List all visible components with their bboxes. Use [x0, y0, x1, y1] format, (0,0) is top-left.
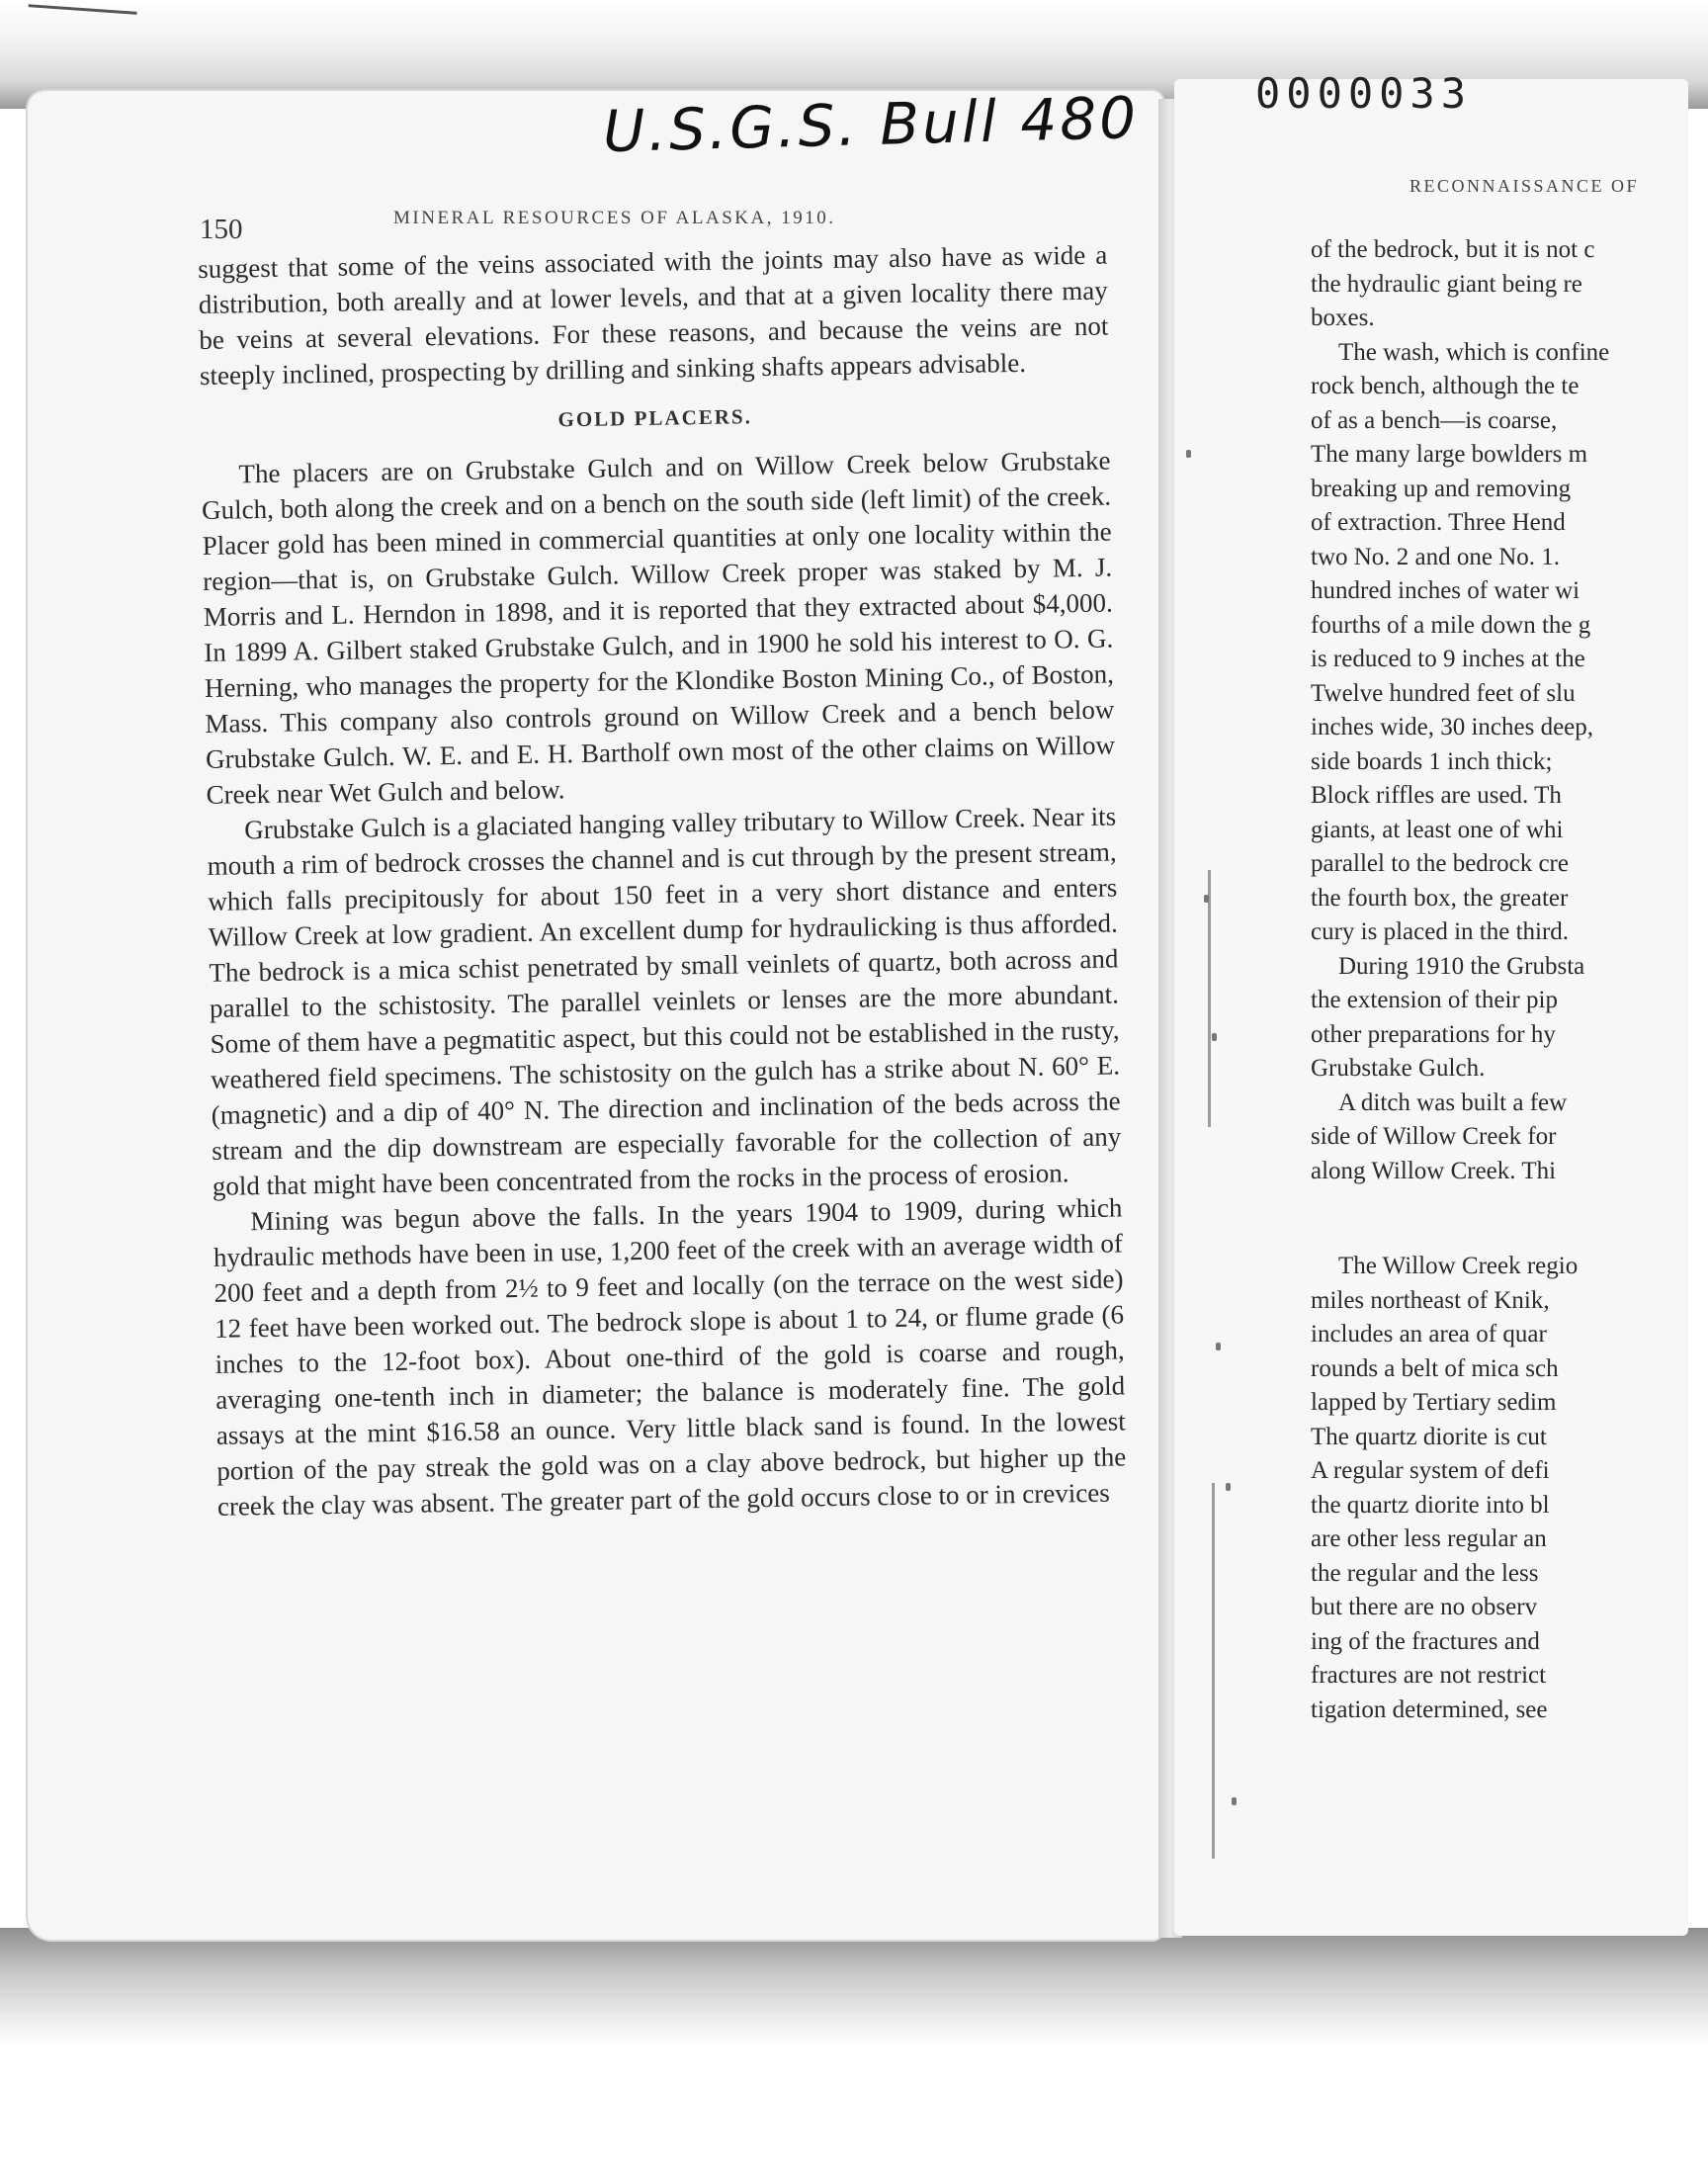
text-line: is reduced to 9 inches at the	[1311, 646, 1585, 672]
text-line: the extension of their pip	[1311, 987, 1558, 1013]
text-line: rock bench, although the te	[1311, 373, 1580, 399]
left-page-text	[198, 237, 1127, 1524]
text-line: the fourth box, the greater	[1311, 884, 1569, 912]
speck	[1226, 1483, 1231, 1491]
speck	[1186, 450, 1191, 458]
speck	[1204, 895, 1209, 903]
text-line: Block riffles are used. Th	[1311, 782, 1562, 809]
text-line: The quartz diorite is cut	[1311, 1423, 1547, 1450]
text-line: tigation determined, see	[1311, 1696, 1548, 1723]
text-line: of as a bench—is coarse,	[1311, 406, 1558, 434]
paragraph: Grubstake Gulch is a glaciated hanging valley tributary to Willow Creek. Near its mouth a rim of bedrock crosses the channel and is cut through by the present stream, which falls precipitously for about 150 feet in a very short distance and enters Willow Creek at low gradient. An excellent dump for hydraulicking is thus afforded. The bedrock is a mica schist penetrated by small veinlets of quartz, both across and parallel to the schistosity. The parallel veinlets or lenses are the more abundant. Some of them have a pegmatitic aspect, but this could not be established in the rusty, weathered field specimens. The schistosity on the gulch has a strike about N. 60° E. (magnetic) and a dip of 40° N. The direction and inclination of the beds across the stream and the dip downstream are especially favorable for the collection of any gold that might have been concentrated from the rocks in the process of erosion.	[207, 801, 1122, 1201]
intro-paragraph: suggest that some of the veins associated with the joints may also have as wide a distribution, both areally and at lower levels, and that at a given locality there may be veins at several elevations. For these reasons, and because the veins are not steeply inclined, prospecting by drilling and sinking shafts appears advisable.	[198, 239, 1109, 391]
text-line: side of Willow Creek for	[1311, 1123, 1557, 1150]
right-page-text	[1311, 233, 1706, 1727]
text-line: two No. 2 and one No. 1.	[1311, 543, 1561, 570]
text-line: parallel to the bedrock cre	[1311, 850, 1569, 877]
text-line: breaking up and removing	[1311, 475, 1572, 502]
text-line: miles northeast of Knik,	[1311, 1286, 1550, 1314]
text-line: hundred inches of water wi	[1311, 577, 1580, 604]
text-line: along Willow Creek. Thi	[1311, 1157, 1557, 1184]
speck	[1212, 1033, 1217, 1041]
text-line: giants, at least one of whi	[1311, 816, 1564, 843]
text-line: the regular and the less	[1311, 1559, 1539, 1587]
text-line: side boards 1 inch thick;	[1311, 747, 1553, 775]
text-line: boxes.	[1311, 304, 1375, 331]
text-line: fractures are not restrict	[1311, 1662, 1547, 1689]
binding-line	[1212, 1483, 1215, 1859]
text-line: ing of the fractures and	[1311, 1627, 1540, 1655]
running-head-right: RECONNAISSANCE OF	[1409, 176, 1640, 196]
text-line: Grubstake Gulch.	[1311, 1055, 1486, 1082]
text-line: Twelve hundred feet of slu	[1311, 679, 1576, 707]
text-line: The many large bowlders m	[1311, 441, 1588, 468]
paragraph: The placers are on Grubstake Gulch and on Willow Creek below Grubstake Gulch, both along the creek and on a bench on the south side (left limit) of the creek. Placer gold has been mined in commercial quantities at only one locality within the region—that is, on Grubstake Gulch. Willow Creek proper was staked by M. J. Morris and L. Herndon in 1898, and it is reported that they extracted about $4,000. In 1899 A. Gilbert staked Grubstake Gulch, and in 1900 he sold his interest to O. G. Herning, who manages the property for the Klondike Boston Mining Co., of Boston, Mass. This company also controls ground on Willow Creek and a bench below Grubstake Gulch. W. E. and E. H. Bartholf own most of the other claims on Willow Creek near Wet Gulch and below.	[201, 445, 1116, 810]
paragraph: Mining was begun above the falls. In the years 1904 to 1909, during which hydraulic methods have been in use, 1,200 feet of the creek with an average width of 200 feet and a depth from 2½ to 9 feet and locally (on the terrace on the west side) 12 feet have been worked out. The bedrock slope is about 1 to 24, or flume grade (6 inches to the 12-foot box). About one-third of the gold is coarse and rough, averaging one-tenth inch in diameter; the balance is moderately fine. The gold assays at the mint $16.58 an ounce. Very little black sand is found. In the lowest portion of the pay streak the gold was on a clay above bedrock, but higher up the creek the clay was absent. The greater part of the gold occurs close to or in crevices	[213, 1192, 1127, 1522]
speck	[1232, 1797, 1237, 1805]
text-line: inches wide, 30 inches deep,	[1311, 714, 1594, 740]
text-line: the hydraulic giant being re	[1311, 270, 1582, 298]
speck	[1216, 1343, 1221, 1350]
handwritten-annotation: U.S.G.S. Bull 480	[602, 83, 1140, 166]
text-line: During 1910 the Grubsta	[1338, 952, 1585, 980]
text-line: other preparations for hy	[1311, 1020, 1556, 1048]
text-line: lapped by Tertiary sedim	[1311, 1389, 1557, 1416]
text-line: are other less regular an	[1311, 1525, 1547, 1552]
text-line: the quartz diorite into bl	[1311, 1491, 1550, 1519]
page-number: 150	[200, 214, 243, 245]
text-line: A ditch was built a few	[1338, 1088, 1568, 1116]
document-number: 0000033	[1255, 69, 1473, 118]
section-gap	[1311, 1188, 1706, 1250]
text-line: cury is placed in the third.	[1311, 918, 1570, 945]
section-heading: GOLD PLACERS.	[557, 404, 753, 432]
text-line: A regular system of defi	[1311, 1457, 1550, 1484]
text-line: The wash, which is confine	[1338, 338, 1610, 366]
text-line: fourths of a mile down the g	[1311, 611, 1591, 639]
text-line: rounds a belt of mica sch	[1311, 1354, 1559, 1382]
text-line: The Willow Creek regio	[1338, 1253, 1579, 1279]
text-line: includes an area of quar	[1311, 1321, 1547, 1348]
text-line: of extraction. Three Hend	[1311, 509, 1566, 536]
text-line: but there are no observ	[1311, 1594, 1538, 1620]
scan-shadow-bottom	[0, 1928, 1708, 2046]
binding-line	[1208, 870, 1211, 1127]
text-line: of the bedrock, but it is not c	[1311, 236, 1595, 263]
running-head: MINERAL RESOURCES OF ALASKA, 1910.	[393, 208, 836, 228]
